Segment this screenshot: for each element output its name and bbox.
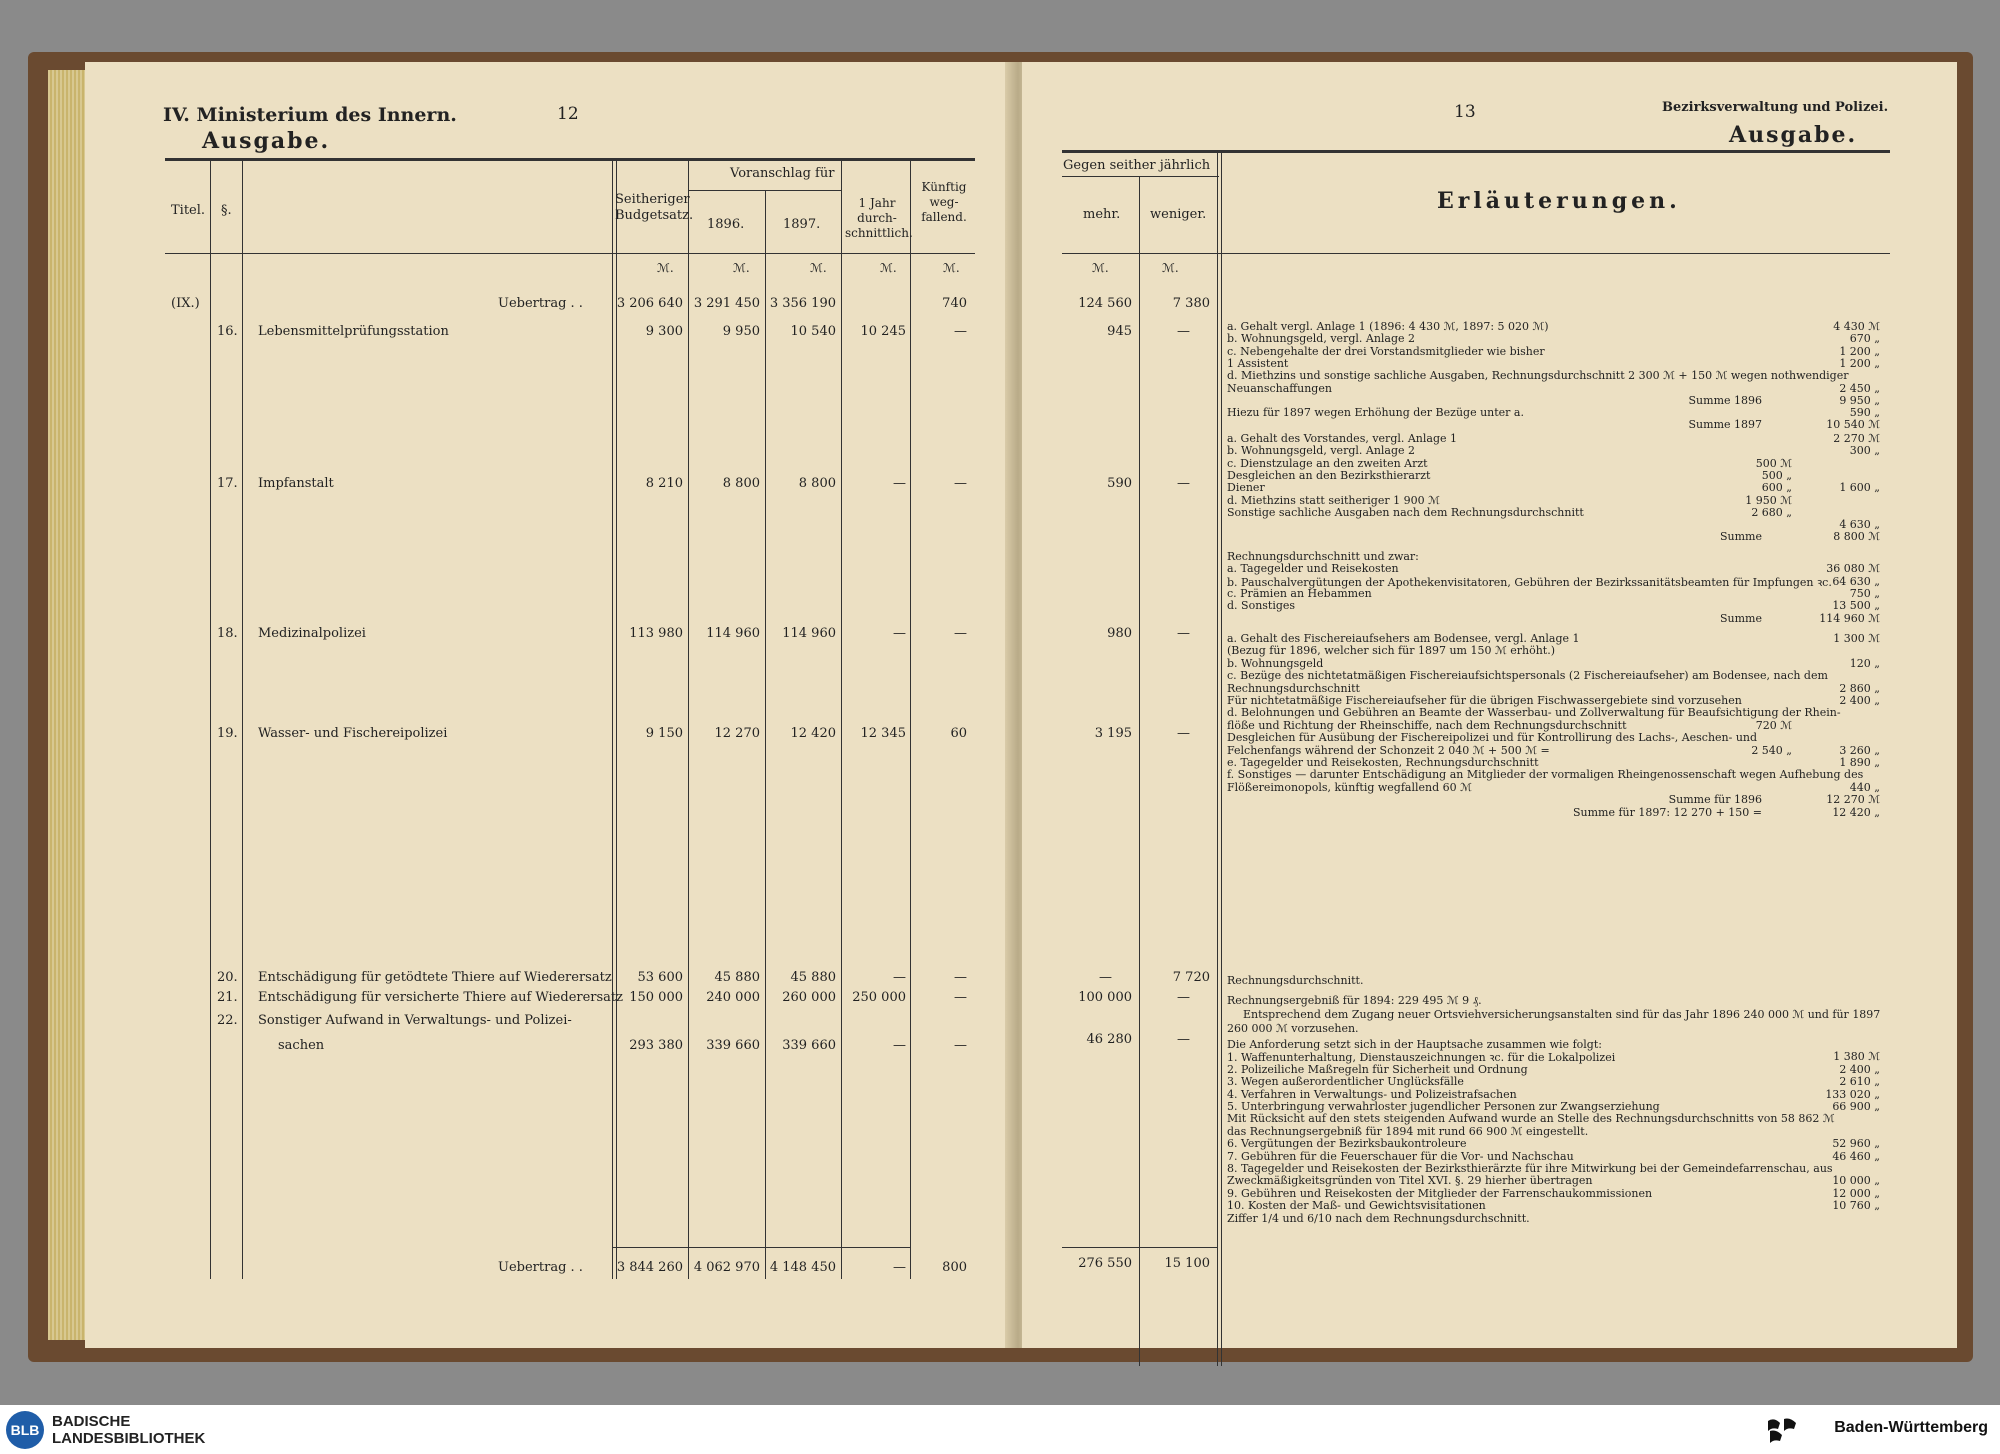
note-line: d. Miethzins und sonstige sachliche Ausgaben, Rechnungsdurchschnitt 2 300 ℳ + 150 ℳ wegen nothwendiger [1227, 369, 1849, 383]
diff-mehr: 590 [1107, 476, 1132, 491]
row-label: Impfanstalt [258, 476, 334, 491]
note-line: a. Gehalt des Vorstandes, vergl. Anlage 1 [1227, 432, 1458, 445]
unit: ℳ. [733, 261, 750, 275]
diff-mehr: 945 [1107, 324, 1132, 339]
col-header-seither: Seitheriger Budgetsatz. [615, 192, 694, 223]
note-amount: 4 430 ℳ [1833, 320, 1880, 333]
note-line: (Bezug für 1896, welcher sich für 1897 um 150 ℳ erhöht.) [1227, 644, 1555, 658]
row-seither: 53 600 [637, 970, 683, 985]
note-sum-label: Summe 1896 [1688, 393, 1762, 407]
note-amount: 4 630 „ [1839, 518, 1880, 532]
row-1897: 45 880 [790, 970, 836, 985]
state-name: Baden-Württemberg [1834, 1419, 1988, 1436]
note-subamount: 2 680 „ [1751, 505, 1792, 519]
note-line: Sonstige sachliche Ausgaben nach dem Rechnungsdurchschnitt [1227, 505, 1584, 519]
note-subamount: 600 „ [1761, 481, 1792, 495]
note-amount: 2 610 „ [1839, 1075, 1880, 1089]
note-amount: 120 „ [1849, 656, 1880, 670]
row-seither: 150 000 [629, 990, 683, 1005]
row-seither: 3 206 640 [616, 296, 683, 311]
note-amount: 2 450 „ [1839, 381, 1880, 395]
total-1897: 4 148 450 [769, 1260, 836, 1275]
row-label: Uebertrag . . [498, 296, 583, 311]
row-durch: — [893, 626, 906, 641]
note-line: Für nichtetatmäßige Fischereiaufseher für die übrigen Fischwassergebiete sind vorzusehen [1227, 694, 1742, 707]
note-line: b. Wohnungsgeld, vergl. Anlage 2 [1227, 444, 1416, 458]
library-name [52, 1413, 205, 1447]
total-kuenftig: 800 [942, 1260, 967, 1275]
row-kuenftig: — [954, 324, 967, 339]
rule [689, 190, 841, 191]
note-subamount: 500 ℳ [1755, 456, 1792, 470]
note-amount: 2 400 „ [1839, 1062, 1880, 1076]
diff-weniger: — [1177, 476, 1190, 491]
row-seither: 113 980 [629, 626, 683, 641]
row-label: Sonstiger Aufwand in Verwaltungs- und Polizei- [258, 1013, 572, 1028]
row-durch: — [893, 970, 906, 985]
row-1896: 8 800 [722, 476, 760, 491]
note-amount: 750 „ [1849, 586, 1880, 600]
note-line: d. Sonstiges [1227, 599, 1296, 613]
note-line: Die Anforderung setzt sich in der Hauptsache zusammen wie folgt: [1227, 1038, 1602, 1051]
rule [1062, 150, 1890, 153]
note-line: e. Tagegelder und Reisekosten, Rechnungsdurchschnitt [1227, 756, 1539, 769]
rule [1062, 253, 1890, 254]
row-durch: 12 345 [860, 726, 906, 741]
row-durch: 250 000 [852, 990, 906, 1005]
note-line: 10. Kosten der Maß- und Gewichtsvisitationen [1227, 1199, 1486, 1213]
note-amount: 8 800 ℳ [1833, 530, 1880, 544]
col-line [210, 159, 211, 1279]
note-line: das Rechnungsergebniß für 1894 mit rund 66 900 ℳ eingestellt. [1227, 1124, 1589, 1138]
library-name-line2: LANDESBIBLIOTHEK [52, 1430, 206, 1447]
unit: ℳ. [943, 261, 960, 275]
note-sum-label: Summe 1897 [1688, 418, 1762, 432]
note-line: 2. Polizeiliche Maßregeln für Sicherheit und Ordnung [1227, 1062, 1528, 1076]
col-header-erlaeuterungen: Erläuterungen. [1437, 188, 1681, 214]
rule [165, 158, 975, 161]
row-1896: 114 960 [706, 626, 760, 641]
note-amount: 13 500 „ [1832, 599, 1880, 613]
note-amount: 9 950 „ [1839, 393, 1880, 407]
total-durch: — [893, 1260, 906, 1275]
diff-mehr: 980 [1107, 626, 1132, 641]
row-1896: 3 291 450 [693, 296, 760, 311]
note-line: Hiezu für 1897 wegen Erhöhung der Bezüge unter a. [1227, 406, 1524, 420]
row-1897: 114 960 [782, 626, 836, 641]
note-line: Desgleichen für Ausübung der Fischereipolizei und für Kontrollirung des Lachs-, Aeschen- und [1227, 731, 1758, 745]
note-line: a. Gehalt vergl. Anlage 1 (1896: 4 430 ℳ, 1897: 5 020 ℳ) [1227, 320, 1549, 333]
note-subamount: 500 „ [1761, 468, 1792, 482]
row-durch: — [893, 476, 906, 491]
note-line: Felchenfangs während der Schonzeit 2 040 ℳ + 500 ℳ = [1227, 743, 1550, 757]
note-line: b. Wohnungsgeld, vergl. Anlage 2 [1227, 332, 1416, 346]
note-sum-label: Summe für 1897: 12 270 + 150 = [1572, 805, 1762, 819]
note-line: c. Dienstzulage an den zweiten Arzt [1227, 456, 1428, 470]
diff-weniger: — [1177, 990, 1190, 1005]
total-seither: 3 844 260 [616, 1260, 683, 1275]
note-amount: 12 270 ℳ [1826, 793, 1880, 807]
note-line: c. Prämien an Hebammen [1227, 586, 1372, 600]
note-amount: 52 960 „ [1832, 1137, 1880, 1151]
row-kuenftig: 60 [950, 726, 967, 741]
row-seither: 293 380 [629, 1038, 683, 1053]
note-amount: 670 „ [1849, 332, 1880, 346]
row-para: 19. [217, 726, 238, 741]
col-header-weniger: weniger. [1150, 207, 1207, 222]
page-edges [48, 70, 90, 1340]
note-line: 5. Unterbringung verwahrloster jugendlicher Personen zur Zwangserziehung [1227, 1100, 1660, 1113]
diff-weniger: 7 720 [1172, 970, 1210, 985]
note-amount: 12 000 „ [1832, 1186, 1880, 1200]
col-header-durchschnitt: 1 Jahr durch-schnittlich. [845, 196, 913, 240]
row-durch: — [893, 1038, 906, 1053]
note-line: c. Bezüge des nichtetatmäßigen Fischereiaufsichtspersonals (2 Fischereiaufseher) am Bodensee, nach dem [1227, 669, 1828, 683]
unit: ℳ. [880, 261, 897, 275]
note-amount: 1 300 ℳ [1833, 632, 1880, 645]
row-para: 17. [217, 476, 238, 491]
note-amount: 10 000 „ [1832, 1174, 1880, 1188]
row-kuenftig: — [954, 990, 967, 1005]
row-kuenftig: — [954, 970, 967, 985]
note-line: Zweckmäßigkeitsgründen von Titel XVI. §. 29 hierher übertragen [1227, 1174, 1593, 1188]
note-line: Rechnungsdurchschnitt. [1227, 974, 1364, 987]
row-para: 22. [217, 1013, 238, 1028]
row-1896: 339 660 [706, 1038, 760, 1053]
unit: ℳ. [1162, 261, 1179, 275]
col-line [1217, 151, 1222, 1366]
col-header-para: §. [221, 203, 232, 218]
diff-mehr: 124 560 [1078, 296, 1132, 311]
note-line: 6. Vergütungen der Bezirksbaukontroleure [1227, 1137, 1467, 1151]
diff-mehr: 3 195 [1094, 726, 1132, 741]
note-subamount: 1 950 ℳ [1745, 493, 1792, 507]
note-subamount: 720 ℳ [1755, 718, 1792, 732]
row-kuenftig: — [954, 1038, 967, 1053]
row-para: 16. [217, 324, 238, 339]
row-1896: 9 950 [722, 324, 760, 339]
note-amount: 2 400 „ [1839, 694, 1880, 707]
unit: ℳ. [810, 261, 827, 275]
note-line: 1. Waffenunterhaltung, Dienstauszeichnungen ꝛc. für die Lokalpolizei [1227, 1051, 1616, 1065]
note-line: Rechnungsergebniß für 1894: 229 495 ℳ 9 ₰. [1227, 994, 1482, 1007]
note-amount: 36 080 ℳ [1826, 562, 1880, 576]
note-line: 3. Wegen außerordentlicher Unglücksfälle [1227, 1075, 1464, 1089]
note-line: c. Nebengehalte der drei Vorstandsmitglieder wie bisher [1227, 344, 1545, 358]
right-page [1022, 62, 1957, 1348]
diff-weniger: 7 380 [1172, 296, 1210, 311]
note-amount: 133 020 „ [1825, 1087, 1880, 1101]
row-kuenftig: — [954, 476, 967, 491]
note-line: Neuanschaffungen [1227, 381, 1332, 395]
col-line [1139, 176, 1140, 1366]
col-line [242, 159, 243, 1279]
total-weniger: 15 100 [1164, 1256, 1210, 1271]
note-line: 4. Verfahren in Verwaltungs- und Polizeistrafsachen [1227, 1087, 1517, 1101]
rule [165, 253, 975, 254]
row-para: 20. [217, 970, 238, 985]
row-kuenftig: — [954, 626, 967, 641]
note-line: Diener [1227, 481, 1265, 495]
note-line: Desgleichen an den Bezirksthierarzt [1227, 468, 1431, 482]
row-durch: 10 245 [860, 324, 906, 339]
note-line: flöße und Richtung der Rheinschiffe, nach dem Rechnungsdurchschnitt [1227, 718, 1627, 732]
rule [1062, 1247, 1217, 1248]
note-amount: 300 „ [1849, 444, 1880, 458]
col-header-mehr: mehr. [1083, 207, 1121, 222]
row-titel: (IX.) [171, 296, 200, 311]
note-line: 7. Gebühren für die Feuerschauer für die Vor- und Nachschau [1227, 1149, 1574, 1163]
note-amount: 10 760 „ [1832, 1199, 1880, 1213]
total-label: Uebertrag . . [498, 1260, 583, 1275]
row-1897: 260 000 [782, 990, 836, 1005]
note-sum-label: Summe [1720, 530, 1762, 544]
note-line: Rechnungsdurchschnitt und zwar: [1227, 550, 1419, 563]
note-amount: 1 600 „ [1839, 481, 1880, 495]
col-header-kuenftig: Künftig weg-fallend. [921, 180, 967, 224]
total-1896: 4 062 970 [693, 1260, 760, 1275]
total-mehr: 276 550 [1078, 1256, 1132, 1271]
note-amount: 1 380 ℳ [1833, 1050, 1880, 1064]
diff-weniger: — [1177, 1032, 1190, 1047]
left-page [85, 62, 1015, 1348]
row-label: Entschädigung für getödtete Thiere auf Wiederersatz [258, 970, 612, 985]
section-title: Ausgabe. [1729, 122, 1858, 148]
note-amount: 10 540 ℳ [1826, 418, 1880, 432]
row-1896: 240 000 [706, 990, 760, 1005]
note-amount: 1 200 „ [1839, 356, 1880, 370]
note-line: d. Belohnungen und Gebühren an Beamte der Wasserbau- und Zollverwaltung für Beaufsichtigung der Rhein- [1227, 706, 1841, 720]
note-line: d. Miethzins statt seitheriger 1 900 ℳ [1227, 493, 1440, 507]
col-line [688, 159, 689, 1279]
row-seither: 8 210 [645, 476, 683, 491]
note-line: Flößereimonopols, künftig wegfallend 60 ℳ [1227, 780, 1472, 794]
diff-weniger: — [1177, 626, 1190, 641]
note-line: b. Wohnungsgeld [1227, 656, 1324, 670]
row-label: Lebensmittelprüfungsstation [258, 324, 449, 339]
row-seither: 9 150 [645, 726, 683, 741]
row-kuenftig: 740 [942, 296, 967, 311]
row-label: Entschädigung für versicherte Thiere auf Wiederersatz [258, 990, 624, 1005]
col-header-titel: Titel. [171, 203, 206, 218]
col-header-1897: 1897. [783, 217, 821, 232]
note-amount: 1 200 „ [1839, 344, 1880, 358]
row-1897: 10 540 [790, 324, 836, 339]
note-sum-label: Summe für 1896 [1668, 793, 1762, 807]
page-number: 12 [557, 104, 579, 124]
note-line: b. Pauschalvergütungen der Apothekenvisitatoren, Gebühren der Bezirkssanitätsbeamten für Impfungen ꝛc. [1227, 575, 1832, 589]
row-label: Wasser- und Fischereipolizei [258, 726, 448, 741]
note-line: Mit Rücksicht auf den stets steigenden Aufwand wurde an Stelle des Rechnungsdurchschnitts von 58 862 ℳ [1227, 1112, 1835, 1126]
note-line: Ziffer 1/4 und 6/10 nach dem Rechnungsdurchschnitt. [1227, 1211, 1530, 1225]
note-amount: 590 „ [1849, 406, 1880, 420]
note-line: 260 000 ℳ vorzusehen. [1227, 1022, 1359, 1035]
blb-logo: BLB [6, 1411, 44, 1449]
row-1897: 8 800 [798, 476, 836, 491]
row-para: 18. [217, 626, 238, 641]
diff-mehr: 100 000 [1078, 990, 1132, 1005]
row-1896: 45 880 [714, 970, 760, 985]
note-amount: 2 860 „ [1839, 681, 1880, 695]
row-1897: 3 356 190 [769, 296, 836, 311]
note-subamount: 2 540 „ [1751, 743, 1792, 757]
note-line: 9. Gebühren und Reisekosten der Mitglieder der Farrenschaukommissionen [1227, 1186, 1653, 1200]
note-line: Entsprechend dem Zugang neuer Ortsviehversicherungsanstalten sind für das Jahr 1896 240 000 ℳ und für 1897 [1243, 1008, 1881, 1021]
note-line: 1 Assistent [1227, 356, 1289, 370]
page-number: 13 [1454, 102, 1476, 122]
note-amount: 114 960 ℳ [1819, 611, 1880, 625]
row-1896: 12 270 [714, 726, 760, 741]
note-line: f. Sonstiges — darunter Entschädigung an Mitglieder der vormaligen Rheingenossenschaft wegen Aufhebung des [1227, 768, 1864, 782]
row-1897: 339 660 [782, 1038, 836, 1053]
running-title: Bezirksverwaltung und Polizei. [1662, 100, 1889, 115]
diff-mehr: — [1099, 970, 1112, 985]
diff-weniger: — [1177, 726, 1190, 741]
section-title: Ausgabe. [202, 128, 331, 154]
rule [1062, 176, 1219, 177]
row-label: Medizinalpolizei [258, 626, 366, 641]
col-header-1896: 1896. [707, 217, 745, 232]
chapter-title: IV. Ministerium des Innern. [163, 104, 457, 126]
note-line: 8. Tagegelder und Reisekosten der Bezirksthierärzte für ihre Mitwirkung bei der Gemeindefarrenschau, aus [1227, 1162, 1833, 1175]
note-amount: 1 890 „ [1839, 756, 1880, 769]
note-amount: 440 „ [1849, 780, 1880, 794]
unit: ℳ. [657, 261, 674, 275]
lions-emblem-icon [1764, 1415, 1800, 1445]
note-line: a. Tagegelder und Reisekosten [1227, 562, 1399, 576]
diff-mehr: 46 280 [1086, 1032, 1132, 1047]
footer-bar [0, 1405, 2000, 1454]
library-name-line1: BADISCHE [52, 1413, 131, 1430]
diff-weniger: — [1177, 324, 1190, 339]
col-header-voranschlag: Voranschlag für [730, 166, 835, 181]
note-line: Rechnungsdurchschnitt [1227, 681, 1360, 695]
note-amount: 46 460 „ [1832, 1149, 1880, 1163]
note-amount: 12 420 „ [1832, 805, 1880, 819]
note-amount: 3 260 „ [1839, 743, 1880, 757]
note-sum-label: Summe [1720, 611, 1762, 625]
unit: ℳ. [1092, 261, 1109, 275]
note-amount: 2 270 ℳ [1833, 432, 1880, 445]
row-para: 21. [217, 990, 238, 1005]
note-amount: 64 630 „ [1832, 574, 1880, 588]
col-header-gegen: Gegen seither jährlich [1063, 158, 1211, 173]
row-label-cont: sachen [278, 1038, 325, 1053]
rule [613, 1247, 910, 1248]
row-1897: 12 420 [790, 726, 836, 741]
note-amount: 66 900 „ [1832, 1100, 1880, 1113]
row-seither: 9 300 [645, 324, 683, 339]
note-line: a. Gehalt des Fischereiaufsehers am Bodensee, vergl. Anlage 1 [1227, 632, 1580, 645]
